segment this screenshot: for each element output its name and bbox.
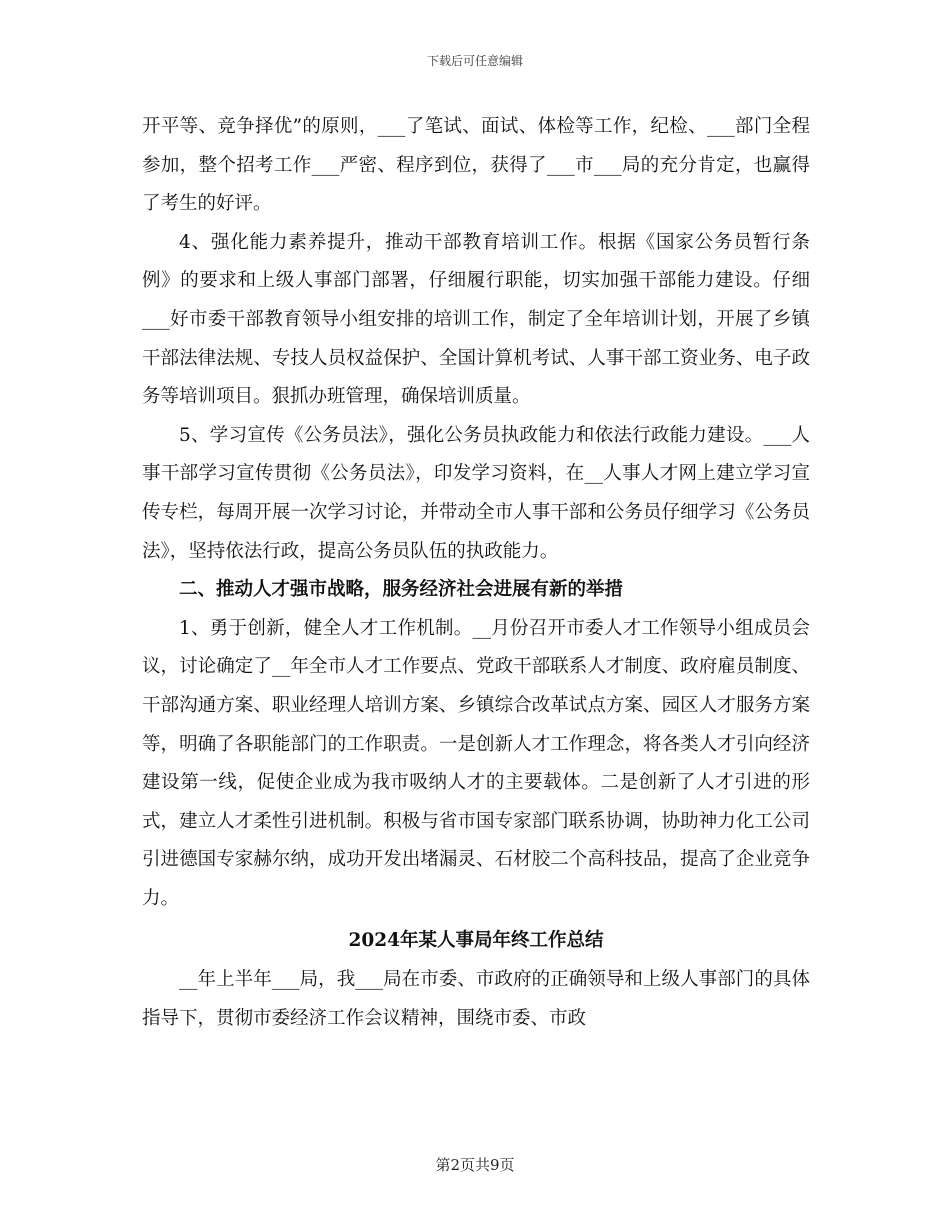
page-footer: 第2页共9页	[435, 1156, 515, 1174]
paragraph-item-1: 1、勇于创新，健全人才工作机制。__月份召开市委人才工作领导小组成员会议，讨论确定了__年全市人才工作要点、党政干部联系人才制度、政府雇员制度、干部沟通方案、职业经理人培训方案、乡镇综合改革试点方案、园区人才服务方案等，明确了各职能部门的工作职责。一是创新人才工作理念，将各类人才引向经济建设第一线，促使企业成为我市吸纳人才的主要载体。二是创新了人才引进的形式，建立人才柔性引进机制。积极与省市国专家部门联系协调，协助神力化工公司引进德国专家赫尔纳，成功开发出堵漏灵、石材胶二个高科技品，提高了企业竞争力。	[142, 617, 810, 909]
document-title: 2024年某人事局年终工作总结	[348, 930, 604, 952]
paragraph-item-4: 4、强化能力素养提升，推动干部教育培训工作。根据《国家公务员暂行条例》的要求和上级人事部门部署，仔细履行职能，切实加强干部能力建设。仔细___好市委干部教育领导小组安排的培训工作，制定了全年培训计划，开展了乡镇干部法律法规、专技人员权益保护、全国计算机考试、人事干部工资业务、电子政务等培训项目。狠抓办班管理，确保培训质量。	[142, 231, 810, 408]
page-header: 下载后可任意编辑	[426, 54, 523, 68]
document-body	[142, 108, 810, 1038]
paragraph-continuation: 开平等、竞争择优”的原则，___了笔试、面试、体检等工作，纪检、___部门全程参加，整个招考工作___严密、程序到位，获得了___市___局的充分肯定，也赢得了考生的好评。	[142, 116, 810, 215]
paragraph-item-5: 5、学习宣传《公务员法》，强化公务员执政能力和依法行政能力建设。___人事干部学习宣传贯彻《公务员法》，印发学习资料，在__人事人才网上建立学习宣传专栏，每周开展一次学习讨论，并带动全市人事干部和公务员仔细学习《公务员法》，坚持依法行政，提高公务员队伍的执政能力。	[142, 424, 810, 562]
paragraph-intro: __年上半年___局，我___局在市委、市政府的正确领导和上级人事部门的具体指导下，贯彻市委经济工作会议精神，围绕市委、市政	[142, 969, 810, 1029]
section-heading-2: 二、推动人才强市战略，服务经济社会进展有新的举措	[179, 579, 624, 601]
